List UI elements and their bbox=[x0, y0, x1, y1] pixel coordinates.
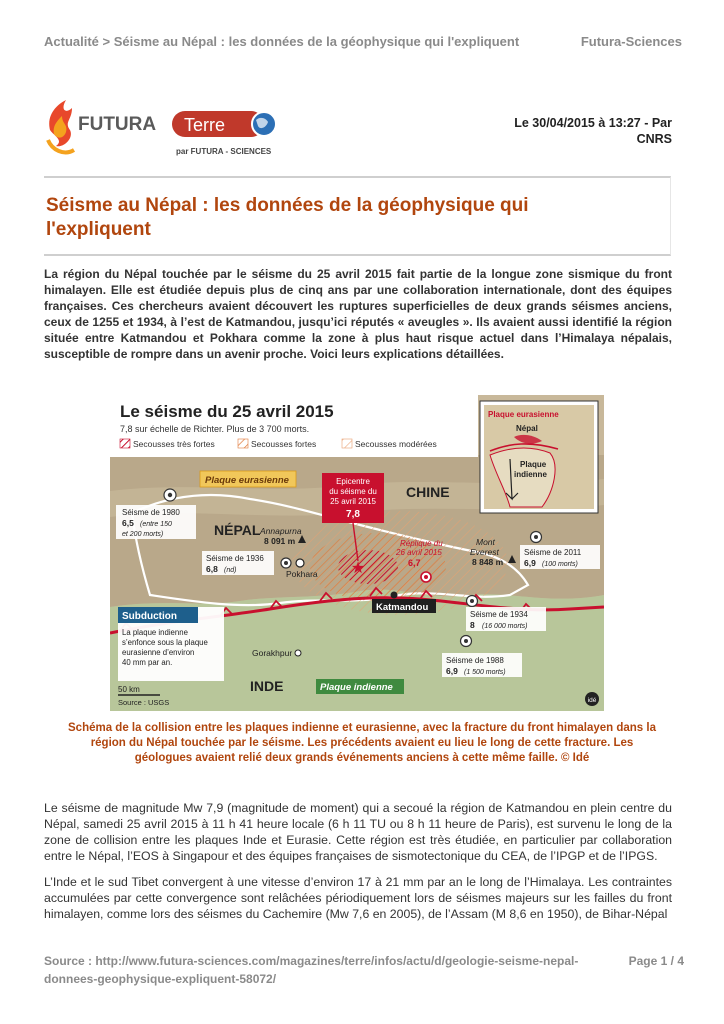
quake-1936-note: (nd) bbox=[224, 567, 237, 574]
city-gorakhpur: Gorakhpur bbox=[252, 648, 293, 658]
everest-name-1: Mont bbox=[476, 537, 495, 547]
quake-1936-mag: 6,8 bbox=[206, 564, 218, 574]
subduction-line-2: s’enfonce sous la plaque bbox=[122, 638, 208, 647]
breadcrumb[interactable]: Actualité > Séisme au Népal : les données de la géophysique qui l'expliquent bbox=[44, 34, 520, 49]
everest-height: 8 848 m bbox=[472, 557, 504, 567]
page-number: Page 1 / 4 bbox=[628, 954, 684, 968]
paragraph: L’Inde et le sud Tibet convergent à une vitesse d’environ 17 à 21 mm par an le long de l’Himalaya. Les contraintes accumulées par cette convergence sont relâchées périodiquement lors de séismes majeurs sur les failles du front himalayen, comme lors des séismes du Cachemire (Mw 7,6 en 2005), de l’Assam (M 8,6 en 1950), de Bihar-Népal bbox=[44, 875, 672, 921]
annapurna-height: 8 091 m bbox=[264, 536, 296, 546]
legend-strong: Secousses fortes bbox=[251, 439, 317, 449]
legend-strong-swatch bbox=[238, 439, 248, 448]
article-lead: La région du Népal touchée par le séisme du 25 avril 2015 fait partie de la longue zone sismique du front himalayen. Elle est étudiée depuis plus de cinq ans par une collaboration internationale, dont des équipes françaises. Ces chercheurs avaient découvert les ruptures superficielles de deux grands séismes anciens, ceux de 1255 et 1934, à l’est de Katmandou, jusqu’ici réputés « aveugles ». Ils avaient aussi identifié la région située entre Katmandou et Pokhara comme la zone à plus haut risque actuel dans l’Himalaya népalais, susceptible de rompre dans un avenir proche. Voici leurs explications détaillées. bbox=[44, 267, 672, 361]
byline bbox=[442, 115, 672, 147]
epicenter-line-3: 25 avril 2015 bbox=[330, 497, 376, 506]
article-body bbox=[44, 800, 672, 932]
label-eurasian-plate: Plaque eurasienne bbox=[205, 475, 289, 486]
map-source: Source : USGS bbox=[118, 698, 170, 707]
inset-indian-2: indienne bbox=[514, 470, 547, 479]
source-url-line-1[interactable]: Source : http://www.futura-sciences.com/magazines/terre/infos/actu/d/geologie-seisme-nepal- bbox=[44, 954, 579, 968]
legend-moderate-swatch bbox=[342, 439, 352, 448]
legend-very-strong-swatch bbox=[120, 439, 130, 448]
quake-2011-label: Séisme de 2011 bbox=[524, 548, 582, 557]
quake-1980-mag: 6,5 bbox=[122, 518, 134, 528]
quake-1988-label: Séisme de 1988 bbox=[446, 656, 504, 665]
epicenter-magnitude: 7,8 bbox=[346, 509, 360, 520]
label-china: CHINE bbox=[406, 484, 450, 500]
label-nepal: NÉPAL bbox=[214, 522, 261, 538]
inset-indian-1: Plaque bbox=[520, 460, 547, 469]
byline-date: Le 30/04/2015 à 13:27 - Par bbox=[514, 116, 672, 130]
futura-terre-logo[interactable] bbox=[44, 100, 284, 162]
quake-1980-label: Séisme de 1980 bbox=[122, 508, 180, 517]
quake-1988-mag: 6,9 bbox=[446, 666, 458, 676]
subduction-line-4: 40 mm par an. bbox=[122, 658, 173, 667]
epicenter-line-2: du séisme du bbox=[329, 487, 377, 496]
legend-very-strong: Secousses très fortes bbox=[133, 439, 215, 449]
source-url-line-2[interactable]: donnees-geophysique-expliquent-58072/ bbox=[44, 972, 277, 986]
earthquake-map bbox=[110, 395, 604, 711]
replica-magnitude: 6,7 bbox=[408, 558, 421, 568]
byline-author: CNRS bbox=[636, 132, 672, 146]
quake-1934-note: (16 000 morts) bbox=[482, 623, 528, 630]
logo-tagline: par FUTURA - SCIENCES bbox=[176, 147, 272, 156]
paragraph: Le séisme de magnitude Mw 7,9 (magnitude de moment) qui a secoué la région de Katmandou en plein centre du Népal, samedi 25 avril 2015 à 11 h 41 heure locale (6 h 11 TU ou 8 h 11 heure de Paris), est survenu le long de la zone de collision entre les plaques Inde et Eurasie. Cette région est très étudiée, en particulier par collaboration entre le Népal, l’EOS à Singapour et des équipes françaises de sismotectonique du CEA, de l’IPGP et de l’IPGS. bbox=[44, 801, 672, 863]
city-marker-katmandou bbox=[391, 592, 398, 599]
logo-wordmark: FUTURA bbox=[78, 114, 157, 135]
everest-name-2: Everest bbox=[470, 547, 499, 557]
quake-1936-label: Séisme de 1936 bbox=[206, 554, 264, 563]
page-title bbox=[46, 194, 606, 242]
replica-line-2: 26 avril 2015 bbox=[396, 548, 442, 557]
label-india: INDE bbox=[250, 678, 284, 694]
site-name[interactable]: Futura-Sciences bbox=[580, 34, 682, 49]
replica-line-1: Réplique du bbox=[400, 539, 443, 548]
subduction-title: Subduction bbox=[122, 611, 177, 622]
title-line-1: Séisme au Népal : les données de la géophysique qui bbox=[46, 195, 529, 216]
quake-1934-mag: 8 bbox=[470, 620, 475, 630]
epicenter-line-1: Epicentre bbox=[336, 477, 370, 486]
city-marker-pokhara bbox=[296, 559, 304, 567]
label-indian-plate: Plaque indienne bbox=[320, 682, 393, 693]
page-footer bbox=[44, 952, 684, 992]
map-title: Le séisme du 25 avril 2015 bbox=[120, 402, 334, 421]
logo-section: Terre bbox=[184, 115, 226, 135]
running-header bbox=[44, 34, 682, 52]
legend-moderate: Secousses modérées bbox=[355, 439, 437, 449]
city-katmandou: Katmandou bbox=[376, 602, 429, 613]
title-line-2: l'expliquent bbox=[46, 219, 151, 240]
map-subtitle: 7,8 sur échelle de Richter. Plus de 3 700 morts. bbox=[120, 424, 310, 434]
quake-1988-note: (1 500 morts) bbox=[464, 669, 506, 676]
city-pokhara: Pokhara bbox=[286, 569, 318, 579]
zone-very-strong bbox=[338, 550, 398, 584]
quake-1980-note-2: et 200 morts) bbox=[122, 531, 164, 538]
title-box bbox=[44, 176, 671, 256]
quake-1980-note-1: (entre 150 bbox=[140, 521, 172, 528]
epicenter-star-icon: ★ bbox=[350, 560, 366, 577]
inset-nepal: Népal bbox=[516, 424, 538, 433]
annapurna-name: Annapurna bbox=[260, 526, 302, 536]
source-url[interactable] bbox=[44, 952, 584, 988]
figure-caption: Schéma de la collision entre les plaques indienne et eurasienne, avec la fracture du front himalayen dans la région du Népal touchée par le séisme. Les précédents avaient eu lieu le long de cette fracture. Les géologues avaient relié deux grands événements anciens à cette même faille. © Idé bbox=[68, 722, 656, 764]
city-marker-gorakhpur bbox=[295, 650, 301, 656]
quake-2011-mag: 6,9 bbox=[524, 558, 536, 568]
quake-2011-note: (100 morts) bbox=[542, 561, 578, 568]
map-scale: 50 km bbox=[118, 685, 140, 694]
credit-text: idé bbox=[587, 697, 597, 704]
flame-icon bbox=[48, 100, 74, 152]
subduction-line-1: La plaque indienne bbox=[122, 628, 188, 637]
inset-eurasian: Plaque eurasienne bbox=[488, 410, 559, 419]
quake-1934-label: Séisme de 1934 bbox=[470, 610, 528, 619]
subduction-line-3: eurasienne d’environ bbox=[122, 648, 195, 657]
